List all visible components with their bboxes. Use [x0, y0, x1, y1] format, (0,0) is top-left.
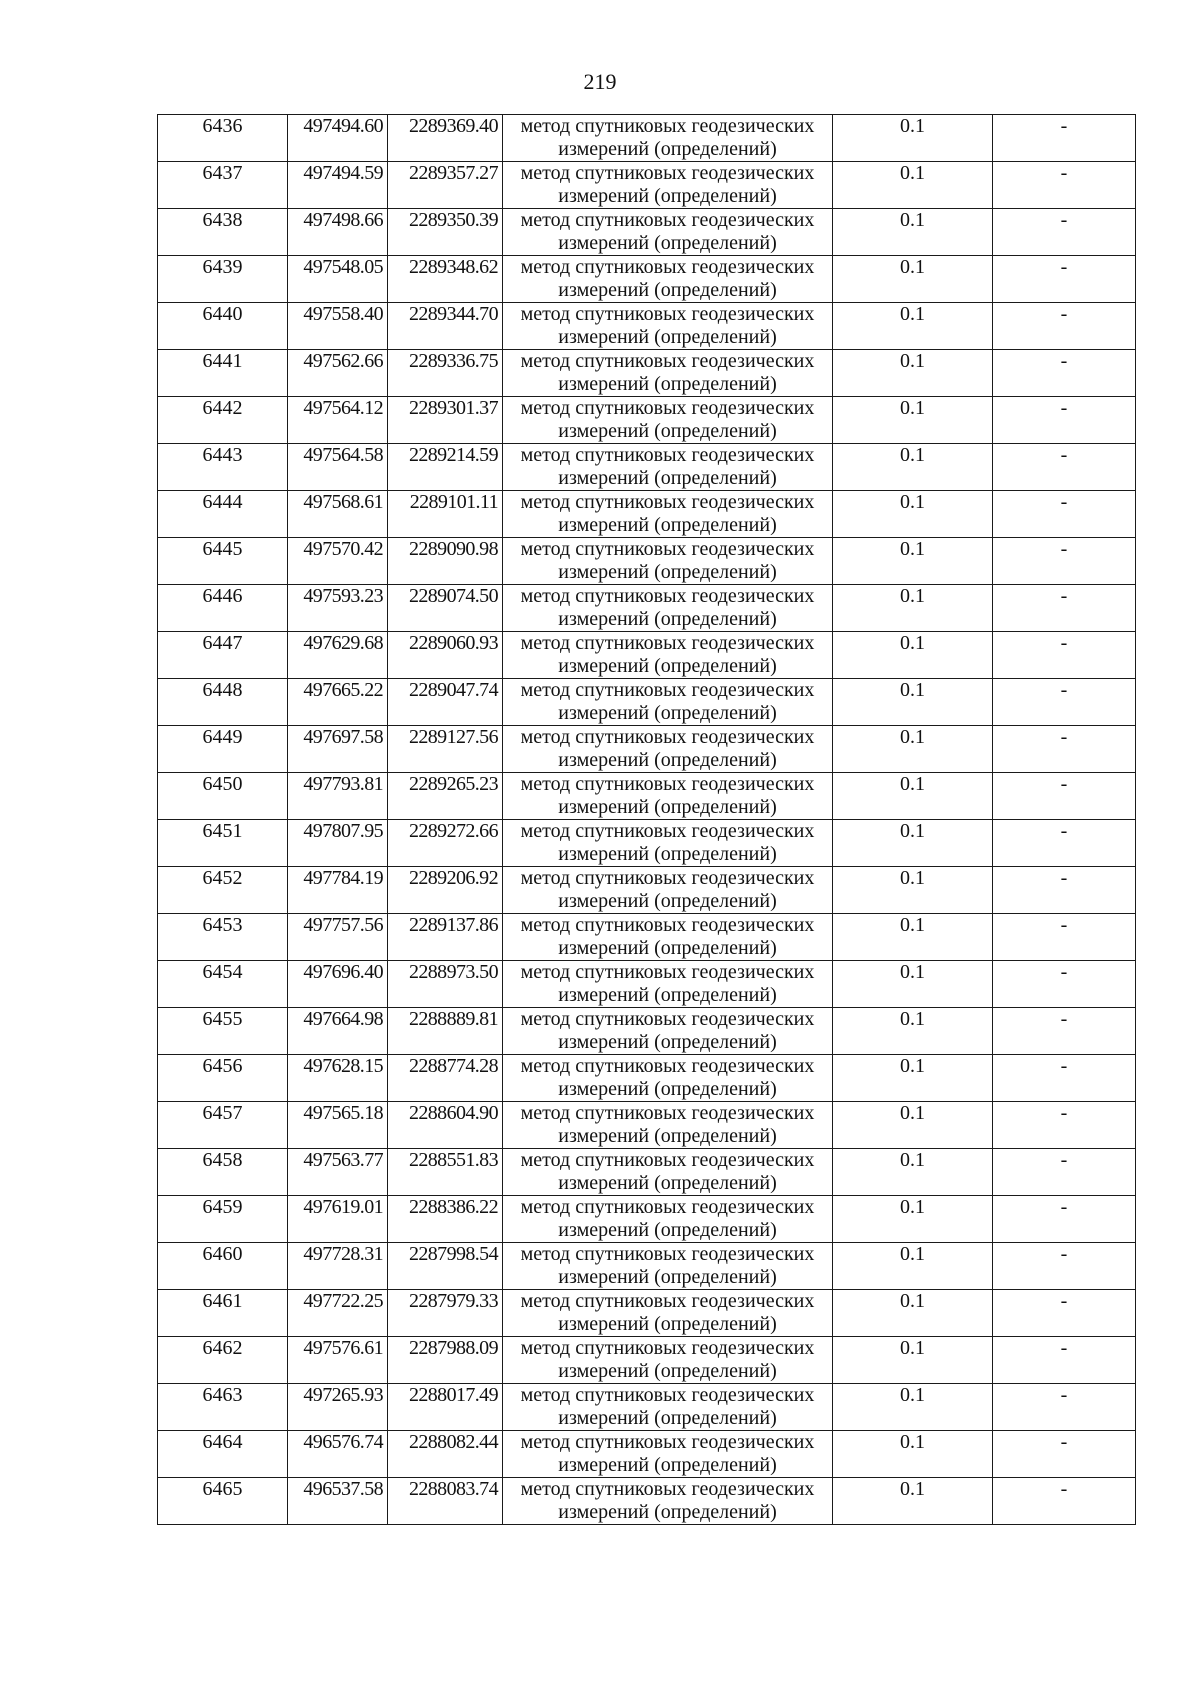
x-coordinate-cell: 497494.60 — [288, 115, 388, 162]
accuracy-cell: 0.1 — [833, 820, 993, 867]
y-coordinate-cell: 2289074.50 — [388, 585, 503, 632]
note-cell: - — [993, 162, 1136, 209]
method-line-1: метод спутниковых геодезических — [520, 1337, 815, 1359]
method-line-2: измерений (определений) — [558, 138, 777, 160]
method-cell — [503, 1337, 833, 1384]
method-line-1: метод спутниковых геодезических — [520, 867, 815, 889]
accuracy-cell: 0.1 — [833, 1149, 993, 1196]
x-coordinate-cell: 497564.58 — [288, 444, 388, 491]
table-row — [158, 867, 1136, 914]
table-row — [158, 491, 1136, 538]
table-row — [158, 1337, 1136, 1384]
x-coordinate-cell: 497564.12 — [288, 397, 388, 444]
accuracy-cell: 0.1 — [833, 726, 993, 773]
method-line-2: измерений (определений) — [558, 1501, 777, 1523]
note-cell: - — [993, 209, 1136, 256]
point-number-cell: 6448 — [158, 679, 288, 726]
point-number-cell: 6455 — [158, 1008, 288, 1055]
method-line-1: метод спутниковых геодезических — [520, 491, 815, 513]
method-cell — [503, 256, 833, 303]
note-cell: - — [993, 914, 1136, 961]
table-row — [158, 162, 1136, 209]
method-cell — [503, 820, 833, 867]
method-line-1: метод спутниковых геодезических — [520, 162, 815, 184]
x-coordinate-cell: 497784.19 — [288, 867, 388, 914]
table-row — [158, 1431, 1136, 1478]
point-number-cell: 6439 — [158, 256, 288, 303]
table-row — [158, 1243, 1136, 1290]
x-coordinate-cell: 497570.42 — [288, 538, 388, 585]
note-cell: - — [993, 1196, 1136, 1243]
accuracy-cell: 0.1 — [833, 115, 993, 162]
method-line-2: измерений (определений) — [558, 1266, 777, 1288]
table-row — [158, 773, 1136, 820]
y-coordinate-cell: 2288889.81 — [388, 1008, 503, 1055]
x-coordinate-cell: 497593.23 — [288, 585, 388, 632]
note-cell: - — [993, 115, 1136, 162]
table-row — [158, 1102, 1136, 1149]
y-coordinate-cell: 2289127.56 — [388, 726, 503, 773]
y-coordinate-cell: 2289369.40 — [388, 115, 503, 162]
y-coordinate-cell: 2289101.11 — [388, 491, 503, 538]
point-number-cell: 6458 — [158, 1149, 288, 1196]
method-cell — [503, 491, 833, 538]
note-cell: - — [993, 726, 1136, 773]
method-line-2: измерений (определений) — [558, 185, 777, 207]
x-coordinate-cell: 497629.68 — [288, 632, 388, 679]
point-number-cell: 6454 — [158, 961, 288, 1008]
method-line-2: измерений (определений) — [558, 279, 777, 301]
note-cell: - — [993, 1478, 1136, 1525]
point-number-cell: 6457 — [158, 1102, 288, 1149]
point-number-cell: 6446 — [158, 585, 288, 632]
accuracy-cell: 0.1 — [833, 679, 993, 726]
x-coordinate-cell: 497697.58 — [288, 726, 388, 773]
note-cell: - — [993, 632, 1136, 679]
point-number-cell: 6441 — [158, 350, 288, 397]
note-cell: - — [993, 1337, 1136, 1384]
method-cell — [503, 162, 833, 209]
y-coordinate-cell: 2289357.27 — [388, 162, 503, 209]
accuracy-cell: 0.1 — [833, 961, 993, 1008]
method-line-1: метод спутниковых геодезических — [520, 444, 815, 466]
y-coordinate-cell: 2289336.75 — [388, 350, 503, 397]
accuracy-cell: 0.1 — [833, 1008, 993, 1055]
y-coordinate-cell: 2289060.93 — [388, 632, 503, 679]
method-line-2: измерений (определений) — [558, 702, 777, 724]
accuracy-cell: 0.1 — [833, 162, 993, 209]
method-cell — [503, 1243, 833, 1290]
point-number-cell: 6447 — [158, 632, 288, 679]
table-row — [158, 632, 1136, 679]
note-cell: - — [993, 491, 1136, 538]
point-number-cell: 6453 — [158, 914, 288, 961]
table-row — [158, 444, 1136, 491]
point-number-cell: 6449 — [158, 726, 288, 773]
method-line-1: метод спутниковых геодезических — [520, 961, 815, 983]
y-coordinate-cell: 2287979.33 — [388, 1290, 503, 1337]
table-row — [158, 1196, 1136, 1243]
method-line-1: метод спутниковых геодезических — [520, 1149, 815, 1171]
method-cell — [503, 726, 833, 773]
point-number-cell: 6436 — [158, 115, 288, 162]
coordinates-table — [157, 114, 1136, 1525]
method-line-1: метод спутниковых геодезических — [520, 350, 815, 372]
method-line-1: метод спутниковых геодезических — [520, 1196, 815, 1218]
accuracy-cell: 0.1 — [833, 632, 993, 679]
method-line-1: метод спутниковых геодезических — [520, 303, 815, 325]
note-cell: - — [993, 773, 1136, 820]
table-row — [158, 1384, 1136, 1431]
y-coordinate-cell: 2289047.74 — [388, 679, 503, 726]
method-line-1: метод спутниковых геодезических — [520, 1384, 815, 1406]
y-coordinate-cell: 2288083.74 — [388, 1478, 503, 1525]
method-cell — [503, 115, 833, 162]
note-cell: - — [993, 303, 1136, 350]
note-cell: - — [993, 256, 1136, 303]
accuracy-cell: 0.1 — [833, 1102, 993, 1149]
method-line-2: измерений (определений) — [558, 1172, 777, 1194]
accuracy-cell: 0.1 — [833, 538, 993, 585]
method-line-2: измерений (определений) — [558, 514, 777, 536]
table-row — [158, 1008, 1136, 1055]
y-coordinate-cell: 2289214.59 — [388, 444, 503, 491]
method-cell — [503, 773, 833, 820]
table-row — [158, 1055, 1136, 1102]
point-number-cell: 6442 — [158, 397, 288, 444]
method-line-2: измерений (определений) — [558, 232, 777, 254]
x-coordinate-cell: 497265.93 — [288, 1384, 388, 1431]
method-cell — [503, 538, 833, 585]
note-cell: - — [993, 1243, 1136, 1290]
y-coordinate-cell: 2287988.09 — [388, 1337, 503, 1384]
y-coordinate-cell: 2287998.54 — [388, 1243, 503, 1290]
method-cell — [503, 1149, 833, 1196]
table-row — [158, 256, 1136, 303]
method-line-2: измерений (определений) — [558, 561, 777, 583]
table-row — [158, 914, 1136, 961]
y-coordinate-cell: 2289206.92 — [388, 867, 503, 914]
point-number-cell: 6463 — [158, 1384, 288, 1431]
method-line-2: измерений (определений) — [558, 1360, 777, 1382]
point-number-cell: 6452 — [158, 867, 288, 914]
y-coordinate-cell: 2288386.22 — [388, 1196, 503, 1243]
x-coordinate-cell: 497696.40 — [288, 961, 388, 1008]
x-coordinate-cell: 497807.95 — [288, 820, 388, 867]
y-coordinate-cell: 2289350.39 — [388, 209, 503, 256]
method-line-1: метод спутниковых геодезических — [520, 1243, 815, 1265]
method-line-2: измерений (определений) — [558, 796, 777, 818]
x-coordinate-cell: 496537.58 — [288, 1478, 388, 1525]
table-row — [158, 1149, 1136, 1196]
method-cell — [503, 632, 833, 679]
point-number-cell: 6450 — [158, 773, 288, 820]
method-cell — [503, 397, 833, 444]
accuracy-cell: 0.1 — [833, 773, 993, 820]
note-cell: - — [993, 820, 1136, 867]
method-cell — [503, 1008, 833, 1055]
method-cell — [503, 303, 833, 350]
method-cell — [503, 1478, 833, 1525]
table-row — [158, 115, 1136, 162]
point-number-cell: 6437 — [158, 162, 288, 209]
note-cell: - — [993, 867, 1136, 914]
table-row — [158, 397, 1136, 444]
method-cell — [503, 209, 833, 256]
method-line-2: измерений (определений) — [558, 1219, 777, 1241]
table-row — [158, 961, 1136, 1008]
table-row — [158, 585, 1136, 632]
accuracy-cell: 0.1 — [833, 491, 993, 538]
method-cell — [503, 1431, 833, 1478]
y-coordinate-cell: 2288774.28 — [388, 1055, 503, 1102]
method-line-1: метод спутниковых геодезических — [520, 1008, 815, 1030]
note-cell: - — [993, 585, 1136, 632]
accuracy-cell: 0.1 — [833, 303, 993, 350]
table-row — [158, 209, 1136, 256]
method-cell — [503, 1384, 833, 1431]
accuracy-cell: 0.1 — [833, 1337, 993, 1384]
y-coordinate-cell: 2289301.37 — [388, 397, 503, 444]
x-coordinate-cell: 497568.61 — [288, 491, 388, 538]
point-number-cell: 6464 — [158, 1431, 288, 1478]
y-coordinate-cell: 2288973.50 — [388, 961, 503, 1008]
note-cell: - — [993, 1384, 1136, 1431]
method-line-2: измерений (определений) — [558, 326, 777, 348]
note-cell: - — [993, 1149, 1136, 1196]
method-line-1: метод спутниковых геодезических — [520, 1055, 815, 1077]
method-line-2: измерений (определений) — [558, 1313, 777, 1335]
method-line-2: измерений (определений) — [558, 937, 777, 959]
x-coordinate-cell: 497728.31 — [288, 1243, 388, 1290]
point-number-cell: 6465 — [158, 1478, 288, 1525]
accuracy-cell: 0.1 — [833, 1384, 993, 1431]
point-number-cell: 6459 — [158, 1196, 288, 1243]
note-cell: - — [993, 1102, 1136, 1149]
x-coordinate-cell: 497722.25 — [288, 1290, 388, 1337]
x-coordinate-cell: 497565.18 — [288, 1102, 388, 1149]
x-coordinate-cell: 496576.74 — [288, 1431, 388, 1478]
method-line-1: метод спутниковых геодезических — [520, 632, 815, 654]
method-line-1: метод спутниковых геодезических — [520, 538, 815, 560]
x-coordinate-cell: 497494.59 — [288, 162, 388, 209]
point-number-cell: 6456 — [158, 1055, 288, 1102]
method-line-1: метод спутниковых геодезических — [520, 726, 815, 748]
method-line-1: метод спутниковых геодезических — [520, 397, 815, 419]
x-coordinate-cell: 497628.15 — [288, 1055, 388, 1102]
point-number-cell: 6445 — [158, 538, 288, 585]
table-row — [158, 726, 1136, 773]
table-row — [158, 1290, 1136, 1337]
accuracy-cell: 0.1 — [833, 1243, 993, 1290]
y-coordinate-cell: 2288082.44 — [388, 1431, 503, 1478]
method-line-2: измерений (определений) — [558, 608, 777, 630]
method-cell — [503, 1196, 833, 1243]
point-number-cell: 6462 — [158, 1337, 288, 1384]
x-coordinate-cell: 497665.22 — [288, 679, 388, 726]
point-number-cell: 6451 — [158, 820, 288, 867]
accuracy-cell: 0.1 — [833, 397, 993, 444]
point-number-cell: 6440 — [158, 303, 288, 350]
table-row — [158, 538, 1136, 585]
method-cell — [503, 350, 833, 397]
method-cell — [503, 444, 833, 491]
point-number-cell: 6438 — [158, 209, 288, 256]
method-line-2: измерений (определений) — [558, 1125, 777, 1147]
y-coordinate-cell: 2288017.49 — [388, 1384, 503, 1431]
method-line-2: измерений (определений) — [558, 655, 777, 677]
method-line-2: измерений (определений) — [558, 749, 777, 771]
method-cell — [503, 961, 833, 1008]
note-cell: - — [993, 444, 1136, 491]
note-cell: - — [993, 1290, 1136, 1337]
note-cell: - — [993, 350, 1136, 397]
table-row — [158, 303, 1136, 350]
y-coordinate-cell: 2289272.66 — [388, 820, 503, 867]
y-coordinate-cell: 2288551.83 — [388, 1149, 503, 1196]
accuracy-cell: 0.1 — [833, 350, 993, 397]
method-line-2: измерений (определений) — [558, 1407, 777, 1429]
method-cell — [503, 867, 833, 914]
x-coordinate-cell: 497619.01 — [288, 1196, 388, 1243]
point-number-cell: 6461 — [158, 1290, 288, 1337]
note-cell: - — [993, 538, 1136, 585]
method-line-1: метод спутниковых геодезических — [520, 256, 815, 278]
method-line-1: метод спутниковых геодезических — [520, 1102, 815, 1124]
note-cell: - — [993, 1055, 1136, 1102]
method-cell — [503, 585, 833, 632]
method-line-2: измерений (определений) — [558, 890, 777, 912]
note-cell: - — [993, 679, 1136, 726]
method-cell — [503, 1290, 833, 1337]
x-coordinate-cell: 497576.61 — [288, 1337, 388, 1384]
method-line-2: измерений (определений) — [558, 467, 777, 489]
method-line-1: метод спутниковых геодезических — [520, 585, 815, 607]
method-line-1: метод спутниковых геодезических — [520, 209, 815, 231]
accuracy-cell: 0.1 — [833, 209, 993, 256]
accuracy-cell: 0.1 — [833, 1431, 993, 1478]
accuracy-cell: 0.1 — [833, 444, 993, 491]
point-number-cell: 6460 — [158, 1243, 288, 1290]
method-cell — [503, 914, 833, 961]
x-coordinate-cell: 497498.66 — [288, 209, 388, 256]
y-coordinate-cell: 2289348.62 — [388, 256, 503, 303]
method-line-2: измерений (определений) — [558, 843, 777, 865]
accuracy-cell: 0.1 — [833, 867, 993, 914]
table-row — [158, 1478, 1136, 1525]
method-line-1: метод спутниковых геодезических — [520, 679, 815, 701]
table-row — [158, 350, 1136, 397]
y-coordinate-cell: 2288604.90 — [388, 1102, 503, 1149]
accuracy-cell: 0.1 — [833, 1196, 993, 1243]
method-line-1: метод спутниковых геодезических — [520, 1290, 815, 1312]
method-line-1: метод спутниковых геодезических — [520, 914, 815, 936]
table-row — [158, 679, 1136, 726]
point-number-cell: 6443 — [158, 444, 288, 491]
point-number-cell: 6444 — [158, 491, 288, 538]
accuracy-cell: 0.1 — [833, 914, 993, 961]
x-coordinate-cell: 497563.77 — [288, 1149, 388, 1196]
y-coordinate-cell: 2289265.23 — [388, 773, 503, 820]
method-line-2: измерений (определений) — [558, 373, 777, 395]
method-line-1: метод спутниковых геодезических — [520, 773, 815, 795]
note-cell: - — [993, 1008, 1136, 1055]
x-coordinate-cell: 497793.81 — [288, 773, 388, 820]
accuracy-cell: 0.1 — [833, 1478, 993, 1525]
note-cell: - — [993, 397, 1136, 444]
method-line-2: измерений (определений) — [558, 1031, 777, 1053]
y-coordinate-cell: 2289344.70 — [388, 303, 503, 350]
accuracy-cell: 0.1 — [833, 1055, 993, 1102]
method-line-2: измерений (определений) — [558, 1454, 777, 1476]
method-line-1: метод спутниковых геодезических — [520, 1478, 815, 1500]
method-cell — [503, 679, 833, 726]
table-body — [158, 115, 1136, 1525]
x-coordinate-cell: 497558.40 — [288, 303, 388, 350]
method-line-1: метод спутниковых геодезических — [520, 115, 815, 137]
method-cell — [503, 1102, 833, 1149]
x-coordinate-cell: 497664.98 — [288, 1008, 388, 1055]
method-line-2: измерений (определений) — [558, 420, 777, 442]
x-coordinate-cell: 497548.05 — [288, 256, 388, 303]
method-line-2: измерений (определений) — [558, 984, 777, 1006]
note-cell: - — [993, 961, 1136, 1008]
accuracy-cell: 0.1 — [833, 1290, 993, 1337]
page-number: 219 — [583, 69, 617, 94]
table-row — [158, 820, 1136, 867]
x-coordinate-cell: 497757.56 — [288, 914, 388, 961]
method-line-1: метод спутниковых геодезических — [520, 820, 815, 842]
accuracy-cell: 0.1 — [833, 256, 993, 303]
x-coordinate-cell: 497562.66 — [288, 350, 388, 397]
method-line-1: метод спутниковых геодезических — [520, 1431, 815, 1453]
method-cell — [503, 1055, 833, 1102]
method-line-2: измерений (определений) — [558, 1078, 777, 1100]
note-cell: - — [993, 1431, 1136, 1478]
y-coordinate-cell: 2289137.86 — [388, 914, 503, 961]
y-coordinate-cell: 2289090.98 — [388, 538, 503, 585]
accuracy-cell: 0.1 — [833, 585, 993, 632]
